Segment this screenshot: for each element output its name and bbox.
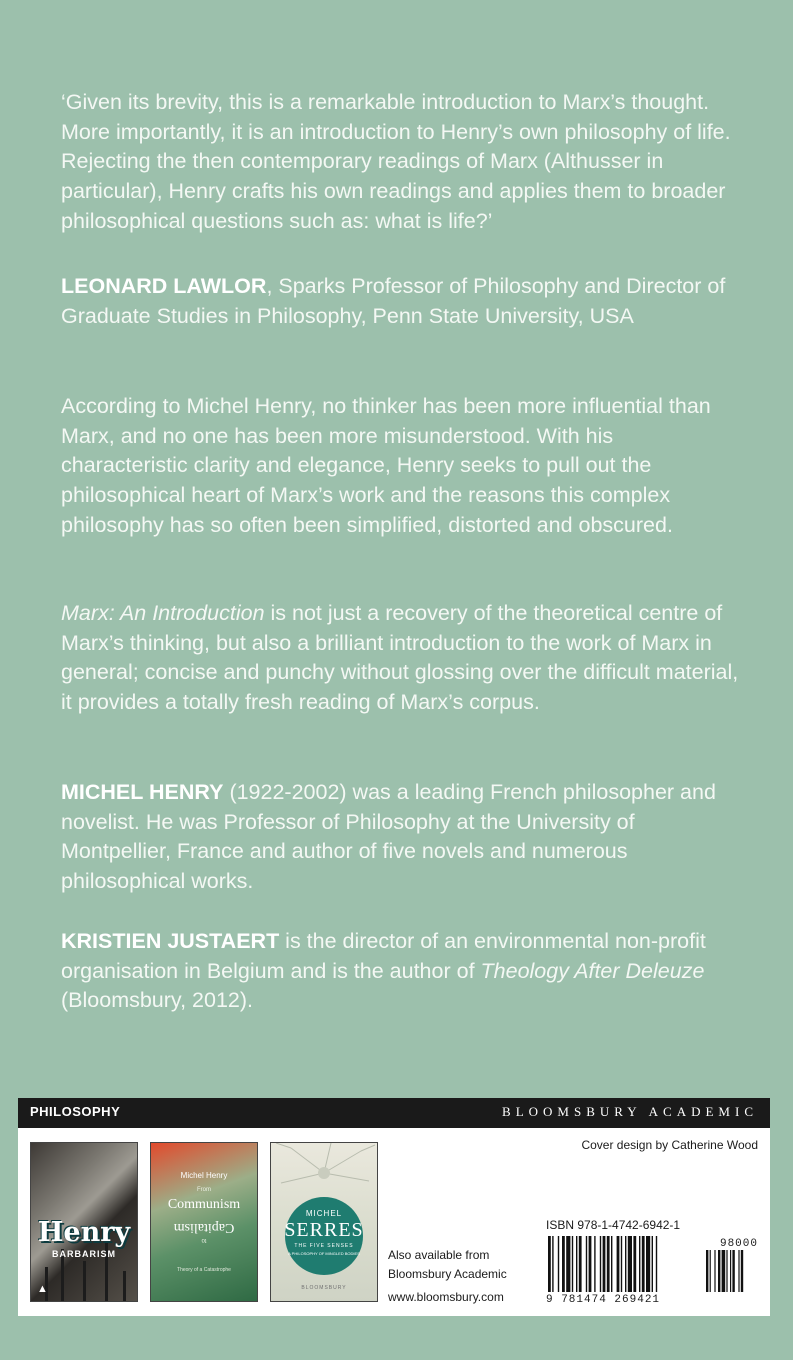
book2-title-top: Communism [167,1197,241,1212]
footer-panel [18,1128,770,1316]
endorsement-quote [61,88,741,237]
also-available-line2: Bloomsbury Academic [388,1267,507,1281]
barcode-bar [603,1236,606,1292]
isbn-label: ISBN 978-1-4742-6942-1 [546,1218,681,1232]
price-barcode-bar [732,1250,734,1292]
ink-drip [83,1261,86,1301]
price-barcode-bar [726,1250,727,1292]
price-barcode-bar [741,1250,743,1292]
book2-title-bottom: Capitalism [173,1220,235,1235]
price-barcode-bar [706,1250,708,1292]
description-paragraph-2 [61,599,741,718]
barcode-bar [562,1236,565,1292]
barcode-bar [586,1236,587,1292]
barcode-bar [639,1236,640,1292]
barcode-bar [642,1236,645,1292]
endorsement-attribution [61,272,741,331]
barcode-bar [617,1236,620,1292]
quote-text: ‘Given its brevity, this is a remarkable introduction to Marx’s thought. More importantly, it is an introduction to Henry’s own philosophy of life. Rejecting the then contemporary readings of Marx (Althusser in particular), Henry crafts his own readings and applies them to broader philosophical questions such as: what is life?’ [61,90,731,233]
cover-credit: Cover design by Catherine Wood [581,1138,758,1152]
related-book-cover-1[interactable] [30,1142,138,1302]
barcode-bar [625,1236,626,1292]
website-link[interactable]: www.bloomsbury.com [388,1290,504,1304]
category-label: PHILOSOPHY [30,1104,121,1119]
ink-drip [123,1271,126,1301]
barcode-bar [607,1236,610,1292]
barcode-bar [558,1236,559,1292]
barcode-bar [579,1236,582,1292]
price-barcode-bar [722,1250,726,1292]
barcode-bar [589,1236,592,1292]
barcode-bar [600,1236,601,1292]
description-paragraph-2-text: is not just a recovery of the theoretical centre of Marx’s thinking, but also a brilliant introduction to the work of Marx in general; concise and punchy without glossing over the difficult material, it provides a totally fresh reading of Marx’s corpus. [61,601,739,715]
price-barcode-bar [718,1250,720,1292]
description-paragraph-1: According to Michel Henry, no thinker has been more influential than Marx, and no one has been more misunderstood. With his characteristic clarity and elegance, Henry seeks to pull out the philosophical heart of Marx’s work and the reasons this complex philosophy has so often been simplified, distorted and obscured. [61,394,711,537]
also-available [388,1246,507,1284]
author-bio-justaert-text: is the director of an environmental non-profit organisation in Belgium and is the author of [61,929,706,983]
author-name-henry: MICHEL HENRY [61,780,224,804]
barcode-digits: 9 781474 269421 [546,1294,661,1306]
author-bio-justaert [61,927,741,1016]
author-name-justaert: KRISTIEN JUSTAERT [61,929,280,953]
book3-subtitle: THE FIVE SENSES [294,1243,354,1249]
book2-tagline: Theory of a Catastrophe [177,1267,231,1273]
barcode-bar [576,1236,577,1292]
related-book-cover-2[interactable] [150,1142,258,1302]
book3-author: MICHEL [305,1209,343,1218]
book2-to: to [201,1237,207,1243]
related-book-cover-3[interactable] [270,1142,378,1302]
price-barcode [720,1238,758,1250]
category-band [18,1098,770,1128]
quote-author-title: , Sparks Professor of Philosophy and Director of Graduate Studies in Philosophy, Penn State University, USA [61,274,726,328]
barcode-bar [646,1236,650,1292]
price-code: 98000 [719,1238,758,1250]
barcode-bar [548,1236,551,1292]
barcode-bar [656,1236,657,1292]
barcode-bar [621,1236,622,1292]
price-barcode-bar [730,1250,731,1292]
triangle-logo-icon: ▲ [37,1283,48,1295]
author-bio-henry-text: (1922-2002) was a leading French philosopher and novelist. He was Professor of Philosophy at the University of Montpellier, France and author of five novels and numerous philosophical works. [61,780,716,894]
author-bio-henry [61,778,741,897]
book3-publisher: BLOOMSBURY [301,1285,347,1291]
barcode-bar [572,1236,573,1292]
author-bio-justaert-end: (Bloomsbury, 2012). [61,988,253,1013]
price-barcode-bar [710,1250,711,1292]
barcode-bar [633,1236,636,1292]
book3-tagline: A PHILOSOPHY OF MINGLED BODIES [288,1251,360,1256]
barcode-bar [628,1236,632,1292]
price-barcode-bar [714,1250,715,1292]
publisher-label: BLOOMSBURY ACADEMIC [502,1104,758,1119]
book3-title: SERRES [284,1219,364,1241]
price-barcode-bar [738,1250,739,1292]
book1-subtitle: BARBARISM [52,1249,116,1259]
book-title: Marx: An Introduction [61,601,265,625]
barcode-bar [611,1236,612,1292]
barcode-bar [552,1236,553,1292]
justaert-book-title: Theology After Deleuze [480,958,705,983]
neuron-illustration-icon [271,1143,377,1203]
book2-author: Michel Henry [180,1171,228,1180]
barcode-bar [594,1236,595,1292]
quote-author-name: LEONARD LAWLOR [61,274,267,298]
also-available-line1: Also available from [388,1248,490,1262]
book1-title: Henry [37,1217,131,1248]
book2-from: From [197,1187,211,1193]
barcode-bar [566,1236,570,1292]
barcode-bar [652,1236,653,1292]
